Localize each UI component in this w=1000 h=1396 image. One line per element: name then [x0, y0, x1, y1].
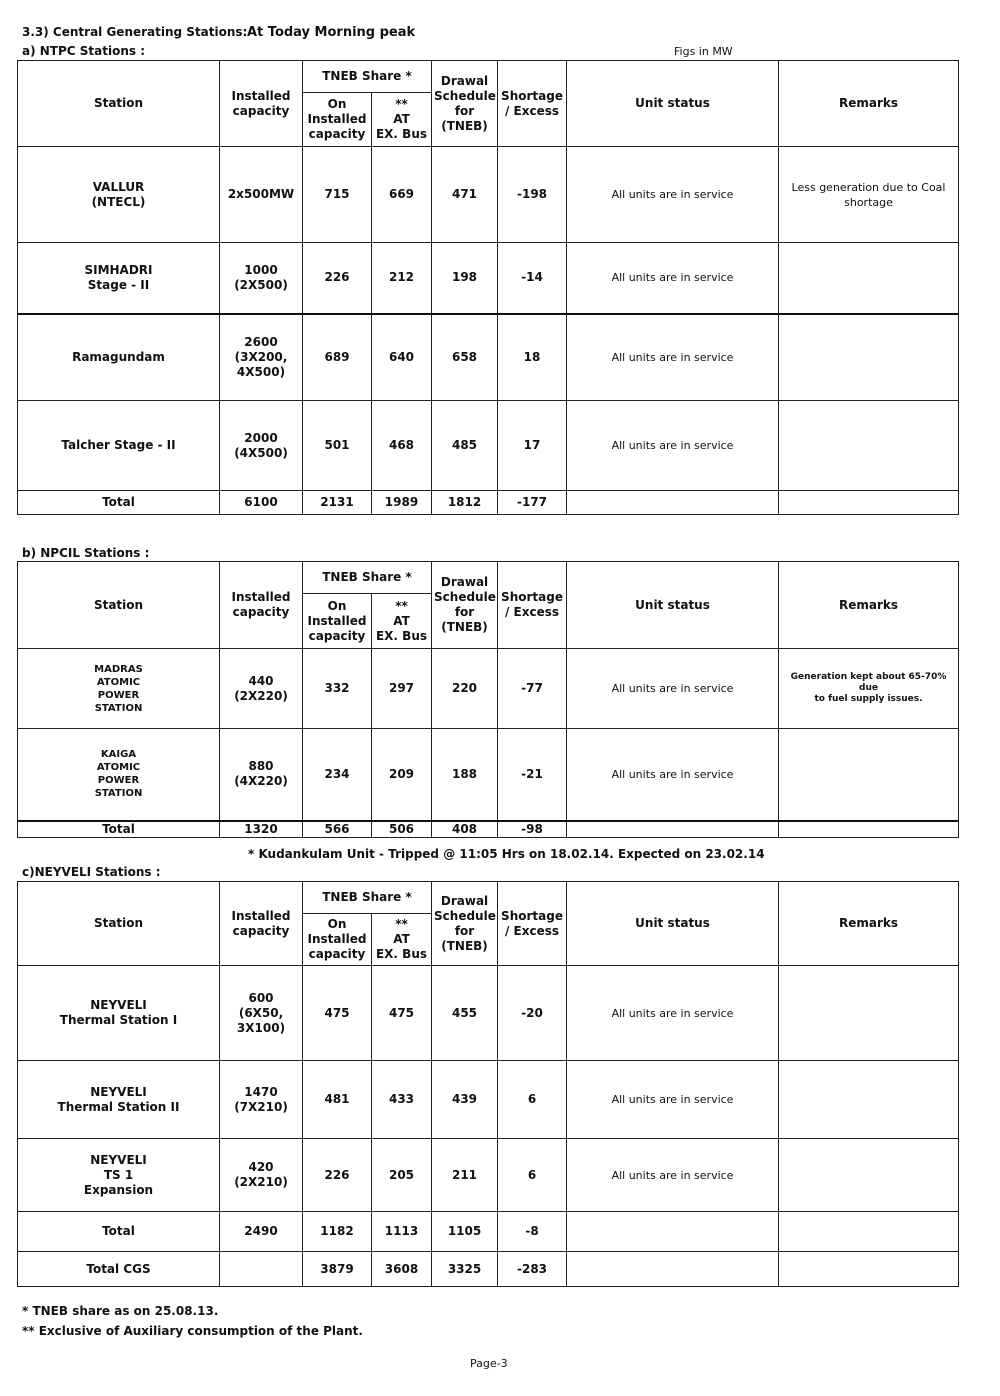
on-installed-value: 715	[303, 147, 372, 243]
total-shortage: -98	[498, 821, 567, 838]
shortage-value: 6	[498, 1061, 567, 1139]
installed-capacity: 1000 (2X500)	[220, 243, 303, 314]
unit-status: All units are in service	[567, 243, 779, 314]
total-label: Total	[18, 1212, 220, 1252]
unit-status: All units are in service	[567, 401, 779, 491]
total-label: Total	[18, 491, 220, 515]
remarks: Less generation due to Coal shortage	[779, 147, 959, 243]
grand-total-ex-bus: 3608	[372, 1252, 432, 1287]
remarks	[779, 1139, 959, 1212]
col-ex-bus-header: ** AT EX. Bus	[372, 594, 432, 649]
station-name: Ramagundam	[18, 314, 220, 401]
section-title: 3.3) Central Generating Stations:	[22, 25, 248, 39]
total-drawal: 1105	[432, 1212, 498, 1252]
ex-bus-value: 475	[372, 966, 432, 1061]
remarks	[779, 966, 959, 1061]
ex-bus-value: 212	[372, 243, 432, 314]
table-row	[18, 243, 959, 314]
grand-total-unit-status	[567, 1252, 779, 1287]
unit-status: All units are in service	[567, 966, 779, 1061]
col-remarks-header: Remarks	[779, 61, 959, 147]
unit-status: All units are in service	[567, 314, 779, 401]
npcil-table	[17, 561, 959, 838]
installed-capacity: 2x500MW	[220, 147, 303, 243]
col-shortage-header: Shortage / Excess	[498, 61, 567, 147]
drawal-value: 220	[432, 649, 498, 729]
total-on-installed: 2131	[303, 491, 372, 515]
col-unit-status-header: Unit status	[567, 882, 779, 966]
unit-status: All units are in service	[567, 1061, 779, 1139]
remarks	[779, 729, 959, 821]
col-remarks-header: Remarks	[779, 562, 959, 649]
total-remarks	[779, 821, 959, 838]
drawal-value: 485	[432, 401, 498, 491]
total-ex-bus: 1113	[372, 1212, 432, 1252]
on-installed-value: 475	[303, 966, 372, 1061]
col-on-installed-header: On Installed capacity	[303, 594, 372, 649]
ex-bus-value: 468	[372, 401, 432, 491]
shortage-value: -77	[498, 649, 567, 729]
total-installed: 1320	[220, 821, 303, 838]
shortage-value: -21	[498, 729, 567, 821]
on-installed-value: 226	[303, 1139, 372, 1212]
installed-capacity: 1470 (7X210)	[220, 1061, 303, 1139]
on-installed-value: 226	[303, 243, 372, 314]
drawal-value: 188	[432, 729, 498, 821]
station-name: VALLUR (NTECL)	[18, 147, 220, 243]
col-on-installed-header: On Installed capacity	[303, 93, 372, 147]
time-label: At Today Morning peak	[247, 25, 416, 40]
table-row	[18, 147, 959, 243]
total-installed: 6100	[220, 491, 303, 515]
drawal-value: 455	[432, 966, 498, 1061]
footnote-tneb-share: * TNEB share as on 25.08.13.	[22, 1304, 219, 1318]
total-shortage: -177	[498, 491, 567, 515]
shortage-value: -20	[498, 966, 567, 1061]
col-station-header: Station	[18, 61, 220, 147]
table-row	[18, 1139, 959, 1212]
unit-status: All units are in service	[567, 147, 779, 243]
col-shortage-header: Shortage / Excess	[498, 882, 567, 966]
station-name: NEYVELI TS 1 Expansion	[18, 1139, 220, 1212]
col-shortage-header: Shortage / Excess	[498, 562, 567, 649]
table-row	[18, 966, 959, 1061]
shortage-value: -14	[498, 243, 567, 314]
unit-status: All units are in service	[567, 1139, 779, 1212]
installed-capacity: 600 (6X50, 3X100)	[220, 966, 303, 1061]
station-name: NEYVELI Thermal Station I	[18, 966, 220, 1061]
col-installed-header: Installed capacity	[220, 61, 303, 147]
table-row	[18, 649, 959, 729]
total-drawal: 1812	[432, 491, 498, 515]
col-remarks-header: Remarks	[779, 882, 959, 966]
remarks	[779, 243, 959, 314]
total-on-installed: 566	[303, 821, 372, 838]
installed-capacity: 880 (4X220)	[220, 729, 303, 821]
total-remarks	[779, 1212, 959, 1252]
col-on-installed-header: On Installed capacity	[303, 914, 372, 966]
kudankulam-footnote: * Kudankulam Unit - Tripped @ 11:05 Hrs on 18.02.14. Expected on 23.02.14	[248, 847, 765, 861]
col-ex-bus-header: ** AT EX. Bus	[372, 93, 432, 147]
page-number: Page-3	[470, 1357, 508, 1370]
unit-status: All units are in service	[567, 649, 779, 729]
neyveli-section-title: c)NEYVELI Stations :	[22, 865, 161, 879]
footnote-auxiliary: ** Exclusive of Auxiliary consumption of the Plant.	[22, 1324, 363, 1338]
col-drawal-header: Drawal Schedule for (TNEB)	[432, 61, 498, 147]
total-remarks	[779, 491, 959, 515]
header-row	[18, 882, 959, 914]
ex-bus-value: 205	[372, 1139, 432, 1212]
col-ex-bus-header: ** AT EX. Bus	[372, 914, 432, 966]
grand-total-installed	[220, 1252, 303, 1287]
ex-bus-value: 209	[372, 729, 432, 821]
remarks: Generation kept about 65-70% due to fuel supply issues.	[779, 649, 959, 729]
shortage-value: 18	[498, 314, 567, 401]
total-unit-status	[567, 491, 779, 515]
drawal-value: 471	[432, 147, 498, 243]
col-tneb-share-header: TNEB Share *	[303, 882, 432, 914]
total-on-installed: 1182	[303, 1212, 372, 1252]
ntpc-table	[17, 60, 959, 515]
total-unit-status	[567, 821, 779, 838]
total-label: Total	[18, 821, 220, 838]
station-name: Talcher Stage - II	[18, 401, 220, 491]
col-unit-status-header: Unit status	[567, 562, 779, 649]
total-shortage: -8	[498, 1212, 567, 1252]
table-row	[18, 1061, 959, 1139]
grand-total-on-installed: 3879	[303, 1252, 372, 1287]
installed-capacity: 440 (2X220)	[220, 649, 303, 729]
ex-bus-value: 297	[372, 649, 432, 729]
col-station-header: Station	[18, 882, 220, 966]
drawal-value: 439	[432, 1061, 498, 1139]
total-row	[18, 491, 959, 515]
total-row	[18, 821, 959, 838]
installed-capacity: 420 (2X210)	[220, 1139, 303, 1212]
shortage-value: 17	[498, 401, 567, 491]
on-installed-value: 481	[303, 1061, 372, 1139]
header-row	[18, 61, 959, 93]
table-row	[18, 314, 959, 401]
station-name: NEYVELI Thermal Station II	[18, 1061, 220, 1139]
station-name: SIMHADRI Stage - II	[18, 243, 220, 314]
total-row	[18, 1212, 959, 1252]
on-installed-value: 501	[303, 401, 372, 491]
ex-bus-value: 433	[372, 1061, 432, 1139]
ex-bus-value: 640	[372, 314, 432, 401]
on-installed-value: 332	[303, 649, 372, 729]
on-installed-value: 234	[303, 729, 372, 821]
grand-total-shortage: -283	[498, 1252, 567, 1287]
total-ex-bus: 506	[372, 821, 432, 838]
total-installed: 2490	[220, 1212, 303, 1252]
col-drawal-header: Drawal Schedule for (TNEB)	[432, 562, 498, 649]
col-drawal-header: Drawal Schedule for (TNEB)	[432, 882, 498, 966]
station-name: KAIGA ATOMIC POWER STATION	[18, 729, 220, 821]
drawal-value: 658	[432, 314, 498, 401]
grand-total-drawal: 3325	[432, 1252, 498, 1287]
drawal-value: 211	[432, 1139, 498, 1212]
installed-capacity: 2600 (3X200, 4X500)	[220, 314, 303, 401]
remarks	[779, 401, 959, 491]
col-tneb-share-header: TNEB Share *	[303, 562, 432, 594]
col-installed-header: Installed capacity	[220, 562, 303, 649]
ex-bus-value: 669	[372, 147, 432, 243]
col-tneb-share-header: TNEB Share *	[303, 61, 432, 93]
grand-total-row	[18, 1252, 959, 1287]
col-unit-status-header: Unit status	[567, 61, 779, 147]
neyveli-table	[17, 881, 959, 1287]
drawal-value: 198	[432, 243, 498, 314]
table-row	[18, 401, 959, 491]
station-name: MADRAS ATOMIC POWER STATION	[18, 649, 220, 729]
grand-total-label: Total CGS	[18, 1252, 220, 1287]
units-note: Figs in MW	[674, 45, 733, 58]
grand-total-remarks	[779, 1252, 959, 1287]
total-unit-status	[567, 1212, 779, 1252]
table-row	[18, 729, 959, 821]
on-installed-value: 689	[303, 314, 372, 401]
col-installed-header: Installed capacity	[220, 882, 303, 966]
unit-status: All units are in service	[567, 729, 779, 821]
col-station-header: Station	[18, 562, 220, 649]
shortage-value: 6	[498, 1139, 567, 1212]
installed-capacity: 2000 (4X500)	[220, 401, 303, 491]
remarks	[779, 1061, 959, 1139]
header-row	[18, 562, 959, 594]
total-ex-bus: 1989	[372, 491, 432, 515]
ntpc-section-title: a) NTPC Stations :	[22, 44, 145, 58]
remarks	[779, 314, 959, 401]
npcil-section-title: b) NPCIL Stations :	[22, 546, 150, 560]
shortage-value: -198	[498, 147, 567, 243]
total-drawal: 408	[432, 821, 498, 838]
